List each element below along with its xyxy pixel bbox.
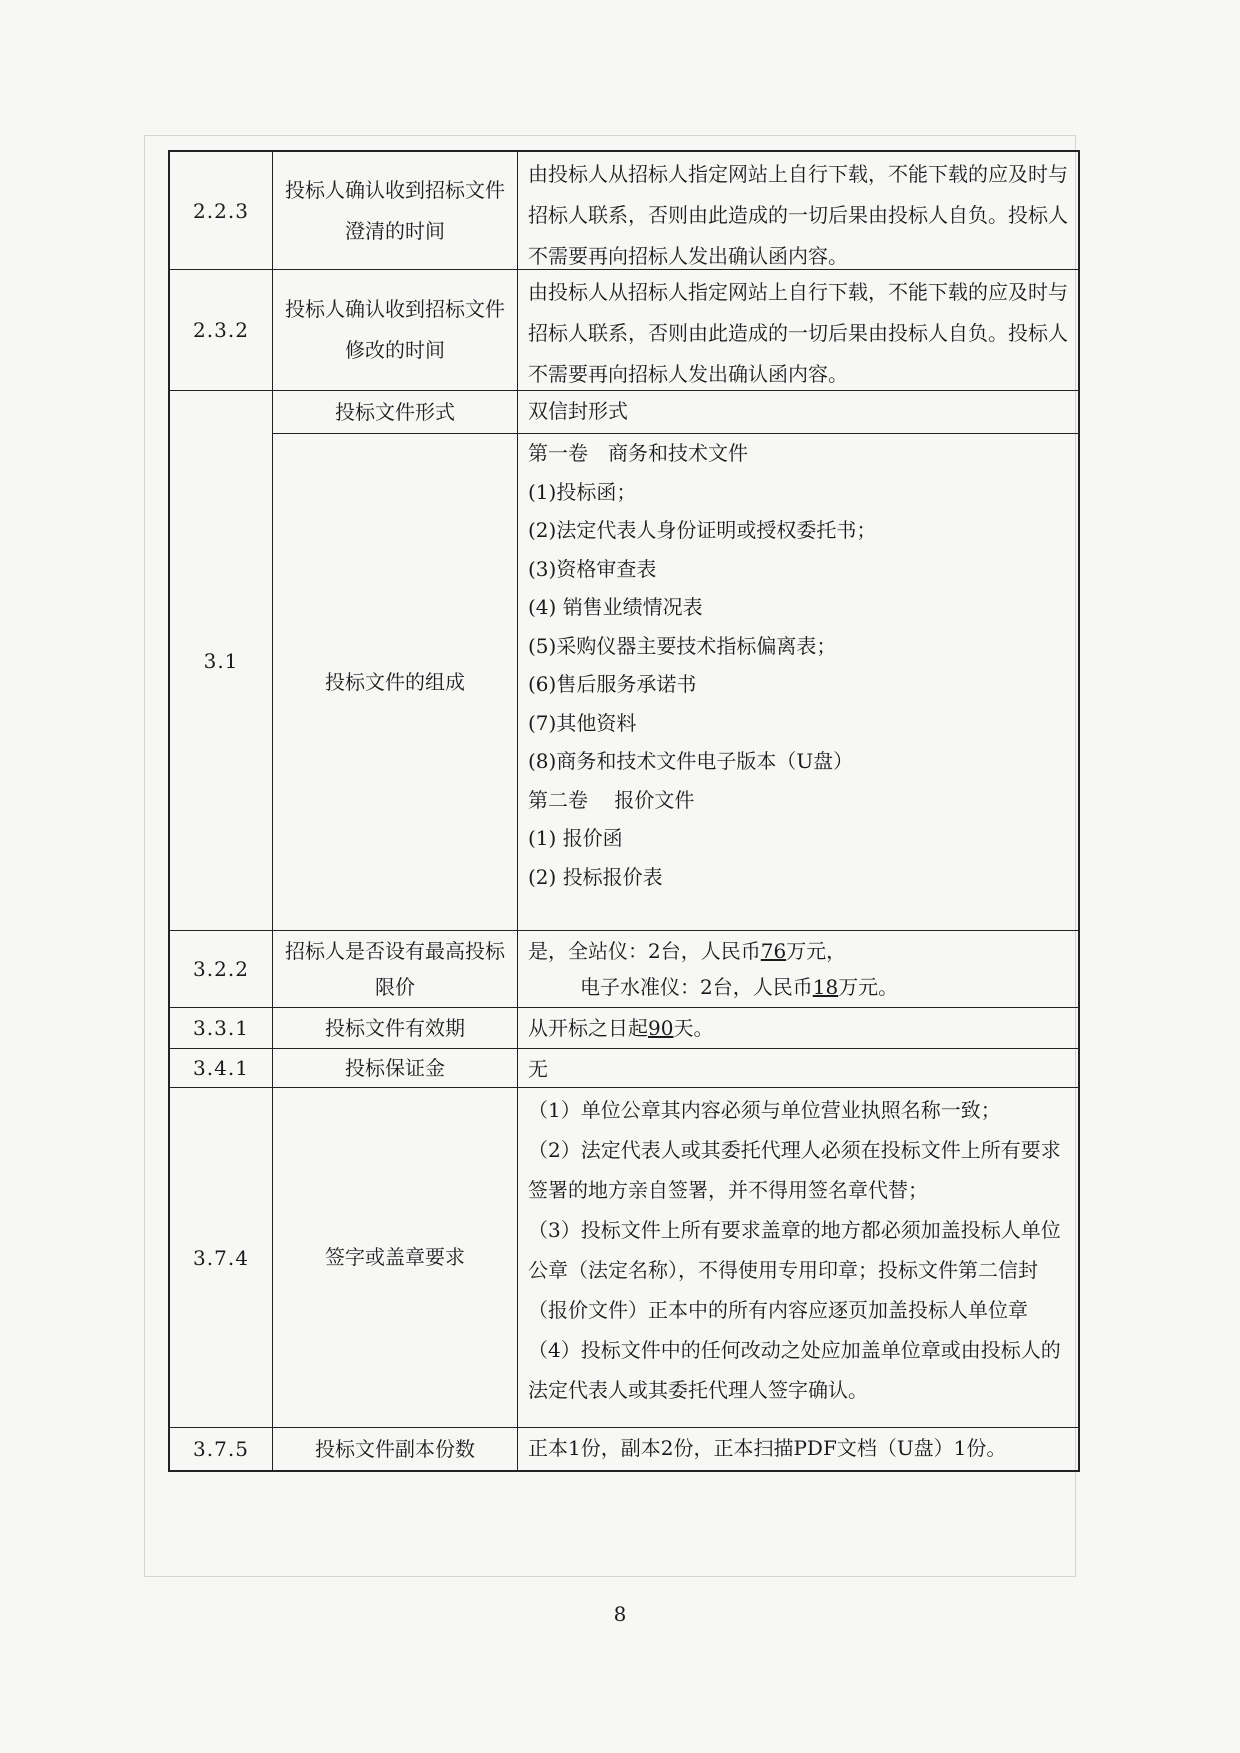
clause-label: 投标人确认收到招标文件澄清的时间	[273, 152, 518, 269]
clause-number: 2.3.2	[170, 270, 273, 390]
clause-content	[518, 931, 1078, 1007]
clause-content: 由投标人从招标人指定网站上自行下载，不能下载的应及时与招标人联系，否则由此造成的一切后果由投标人自负。投标人不需要再向招标人发出确认函内容。	[528, 162, 1068, 268]
list-item: （1）单位公章其内容必须与单位营业执照名称一致；	[528, 1098, 1001, 1122]
validity-days: 90	[648, 1016, 674, 1040]
table-row	[168, 391, 1080, 931]
clause-content: 双信封形式	[528, 399, 628, 423]
list-item: （4）投标文件中的任何改动之处应加盖单位章或由投标人的法定代表人或其委托代理人签字确认。	[528, 1338, 1061, 1402]
clause-content: 无	[528, 1057, 548, 1081]
list-item: (1)投标函；	[528, 479, 637, 504]
bid-data-table	[168, 150, 1080, 1472]
list-item: (1) 报价函	[528, 826, 623, 850]
list-item: (5)采购仪器主要技术指标偏离表；	[528, 633, 837, 658]
list-item: (8)商务和技术文件电子版本（U盘）	[528, 749, 854, 773]
clause-label: 投标文件副本份数	[273, 1428, 518, 1470]
table-row	[168, 1088, 1080, 1428]
volume-title: 第一卷 商务和技术文件	[528, 441, 748, 465]
validity-text: 天。	[673, 1016, 714, 1040]
table-row	[168, 1428, 1080, 1472]
clause-number: 2.2.3	[170, 152, 273, 269]
list-item: (2)法定代表人身份证明或授权委托书；	[528, 518, 877, 542]
clause-label: 签字或盖章要求	[273, 1088, 518, 1427]
validity-text: 从开标之日起	[528, 1016, 648, 1040]
clause-label: 投标文件形式	[273, 391, 518, 433]
list-item: (3)资格审查表	[528, 556, 657, 581]
max-price-amount: 76	[760, 939, 787, 963]
clause-number: 3.2.2	[170, 931, 273, 1007]
clause-number: 3.3.1	[170, 1008, 273, 1048]
price-line-text: 电子水准仪：2台，人民币	[580, 975, 813, 999]
clause-content	[518, 434, 1078, 930]
table-row	[168, 150, 1080, 270]
clause-label: 投标文件的组成	[273, 434, 518, 930]
clause-number: 3.7.5	[170, 1428, 273, 1470]
clause-label: 招标人是否设有最高投标限价	[273, 931, 518, 1007]
clause-label: 投标人确认收到招标文件修改的时间	[273, 270, 518, 390]
table-row	[168, 1008, 1080, 1049]
table-row	[168, 1049, 1080, 1088]
list-item: (6)售后服务承诺书	[528, 672, 697, 696]
clause-content	[518, 1008, 1078, 1048]
clause-content: 由投标人从招标人指定网站上自行下载，不能下载的应及时与招标人联系，否则由此造成的一切后果由投标人自负。投标人不需要再向招标人发出确认函内容。	[528, 280, 1068, 386]
page-number: 8	[613, 1602, 627, 1626]
clause-content	[518, 1088, 1078, 1427]
clause-number: 3.1	[170, 391, 273, 930]
volume-title: 第二卷 报价文件	[528, 787, 695, 812]
clause-number: 3.7.4	[170, 1088, 273, 1427]
clause-content: 正本1份，副本2份，正本扫描PDF文档（U盘）1份。	[528, 1436, 1007, 1460]
price-line-text: 万元，	[786, 939, 847, 963]
max-price-amount: 18	[812, 975, 839, 999]
clause-label: 投标保证金	[273, 1049, 518, 1087]
price-line-text: 万元。	[838, 975, 899, 999]
table-row	[168, 931, 1080, 1008]
list-item: （3）投标文件上所有要求盖章的地方都必须加盖投标人单位公章（法定名称），不得使用专用印章；投标文件第二信封（报价文件）正本中的所有内容应逐页加盖投标人单位章	[528, 1218, 1061, 1322]
clause-label: 投标文件有效期	[273, 1008, 518, 1048]
list-item: (7)其他资料	[528, 710, 637, 735]
clause-number: 3.4.1	[170, 1049, 273, 1087]
price-line-text: 是，全站仪：2台，人民币	[528, 939, 761, 963]
list-item: (4) 销售业绩情况表	[528, 595, 703, 619]
list-item: (2) 投标报价表	[528, 864, 663, 889]
table-row	[168, 270, 1080, 391]
list-item: （2）法定代表人或其委托代理人必须在投标文件上所有要求签署的地方亲自签署，并不得用签名章代替；	[528, 1138, 1061, 1202]
